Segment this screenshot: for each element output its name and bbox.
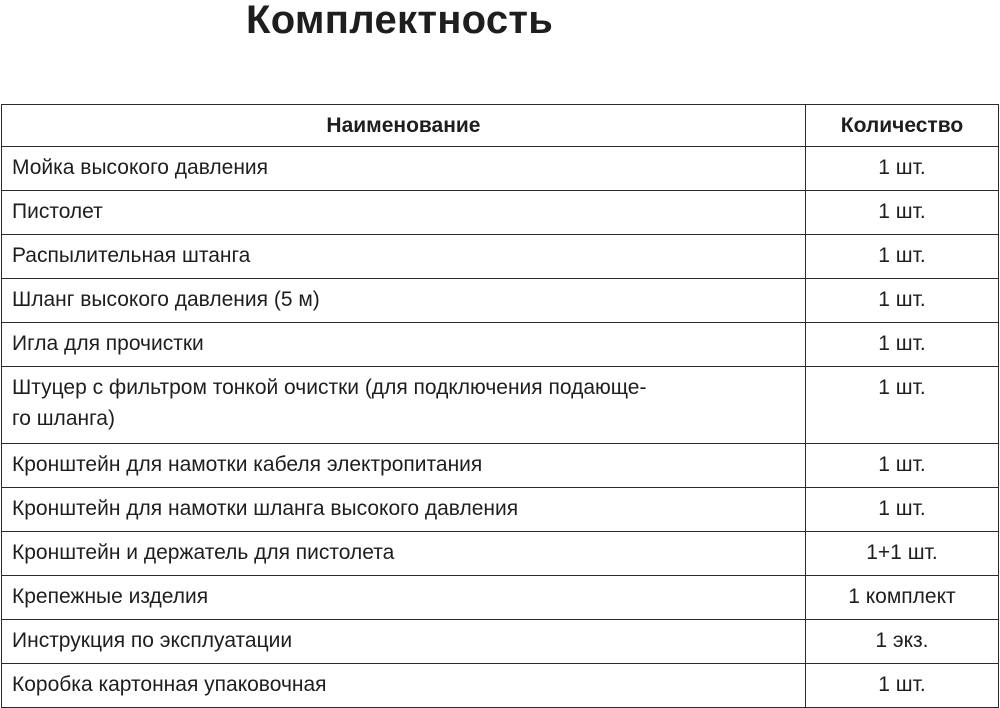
item-quantity: 1 комплект: [805, 576, 998, 620]
table-row: [2, 323, 999, 367]
item-name: Инструкция по эксплуатации: [2, 620, 806, 664]
item-quantity: 1 шт.: [805, 664, 998, 708]
table-row: [2, 191, 999, 235]
table-row: [2, 279, 999, 323]
item-quantity: 1 экз.: [805, 620, 998, 664]
header-name: Наименование: [2, 105, 806, 147]
table-row: [2, 488, 999, 532]
item-name: Кронштейн для намотки кабеля электропитания: [2, 444, 806, 488]
item-quantity: 1 шт.: [805, 488, 998, 532]
item-quantity: 1 шт.: [805, 147, 998, 191]
item-quantity: 1 шт.: [805, 235, 998, 279]
item-name: Крепежные изделия: [2, 576, 806, 620]
table-row: [2, 532, 999, 576]
item-name: Распылительная штанга: [2, 235, 806, 279]
item-quantity: 1 шт.: [805, 279, 998, 323]
table-row: [2, 444, 999, 488]
table-row: [2, 664, 999, 708]
item-quantity: 1+1 шт.: [805, 532, 998, 576]
item-name: Игла для прочистки: [2, 323, 806, 367]
table-row: [2, 147, 999, 191]
header-quantity: Количество: [805, 105, 998, 147]
item-quantity: 1 шт.: [805, 367, 998, 444]
item-name: Кронштейн и держатель для пистолета: [2, 532, 806, 576]
item-name: Пистолет: [2, 191, 806, 235]
item-quantity: 1 шт.: [805, 323, 998, 367]
item-name: Мойка высокого давления: [2, 147, 806, 191]
table-row: [2, 235, 999, 279]
item-name: Штуцер с фильтром тонкой очистки (для подключения подающе- го шланга): [2, 367, 806, 444]
item-quantity: 1 шт.: [805, 444, 998, 488]
table-header-row: [2, 105, 999, 147]
item-name: Кронштейн для намотки шланга высокого давления: [2, 488, 806, 532]
item-name: Шланг высокого давления (5 м): [2, 279, 806, 323]
table-row: [2, 367, 999, 444]
table-row: [2, 576, 999, 620]
table-row: [2, 620, 999, 664]
page-title: Комплектность: [246, 0, 554, 42]
contents-table: [1, 104, 999, 708]
item-name: Коробка картонная упаковочная: [2, 664, 806, 708]
item-quantity: 1 шт.: [805, 191, 998, 235]
